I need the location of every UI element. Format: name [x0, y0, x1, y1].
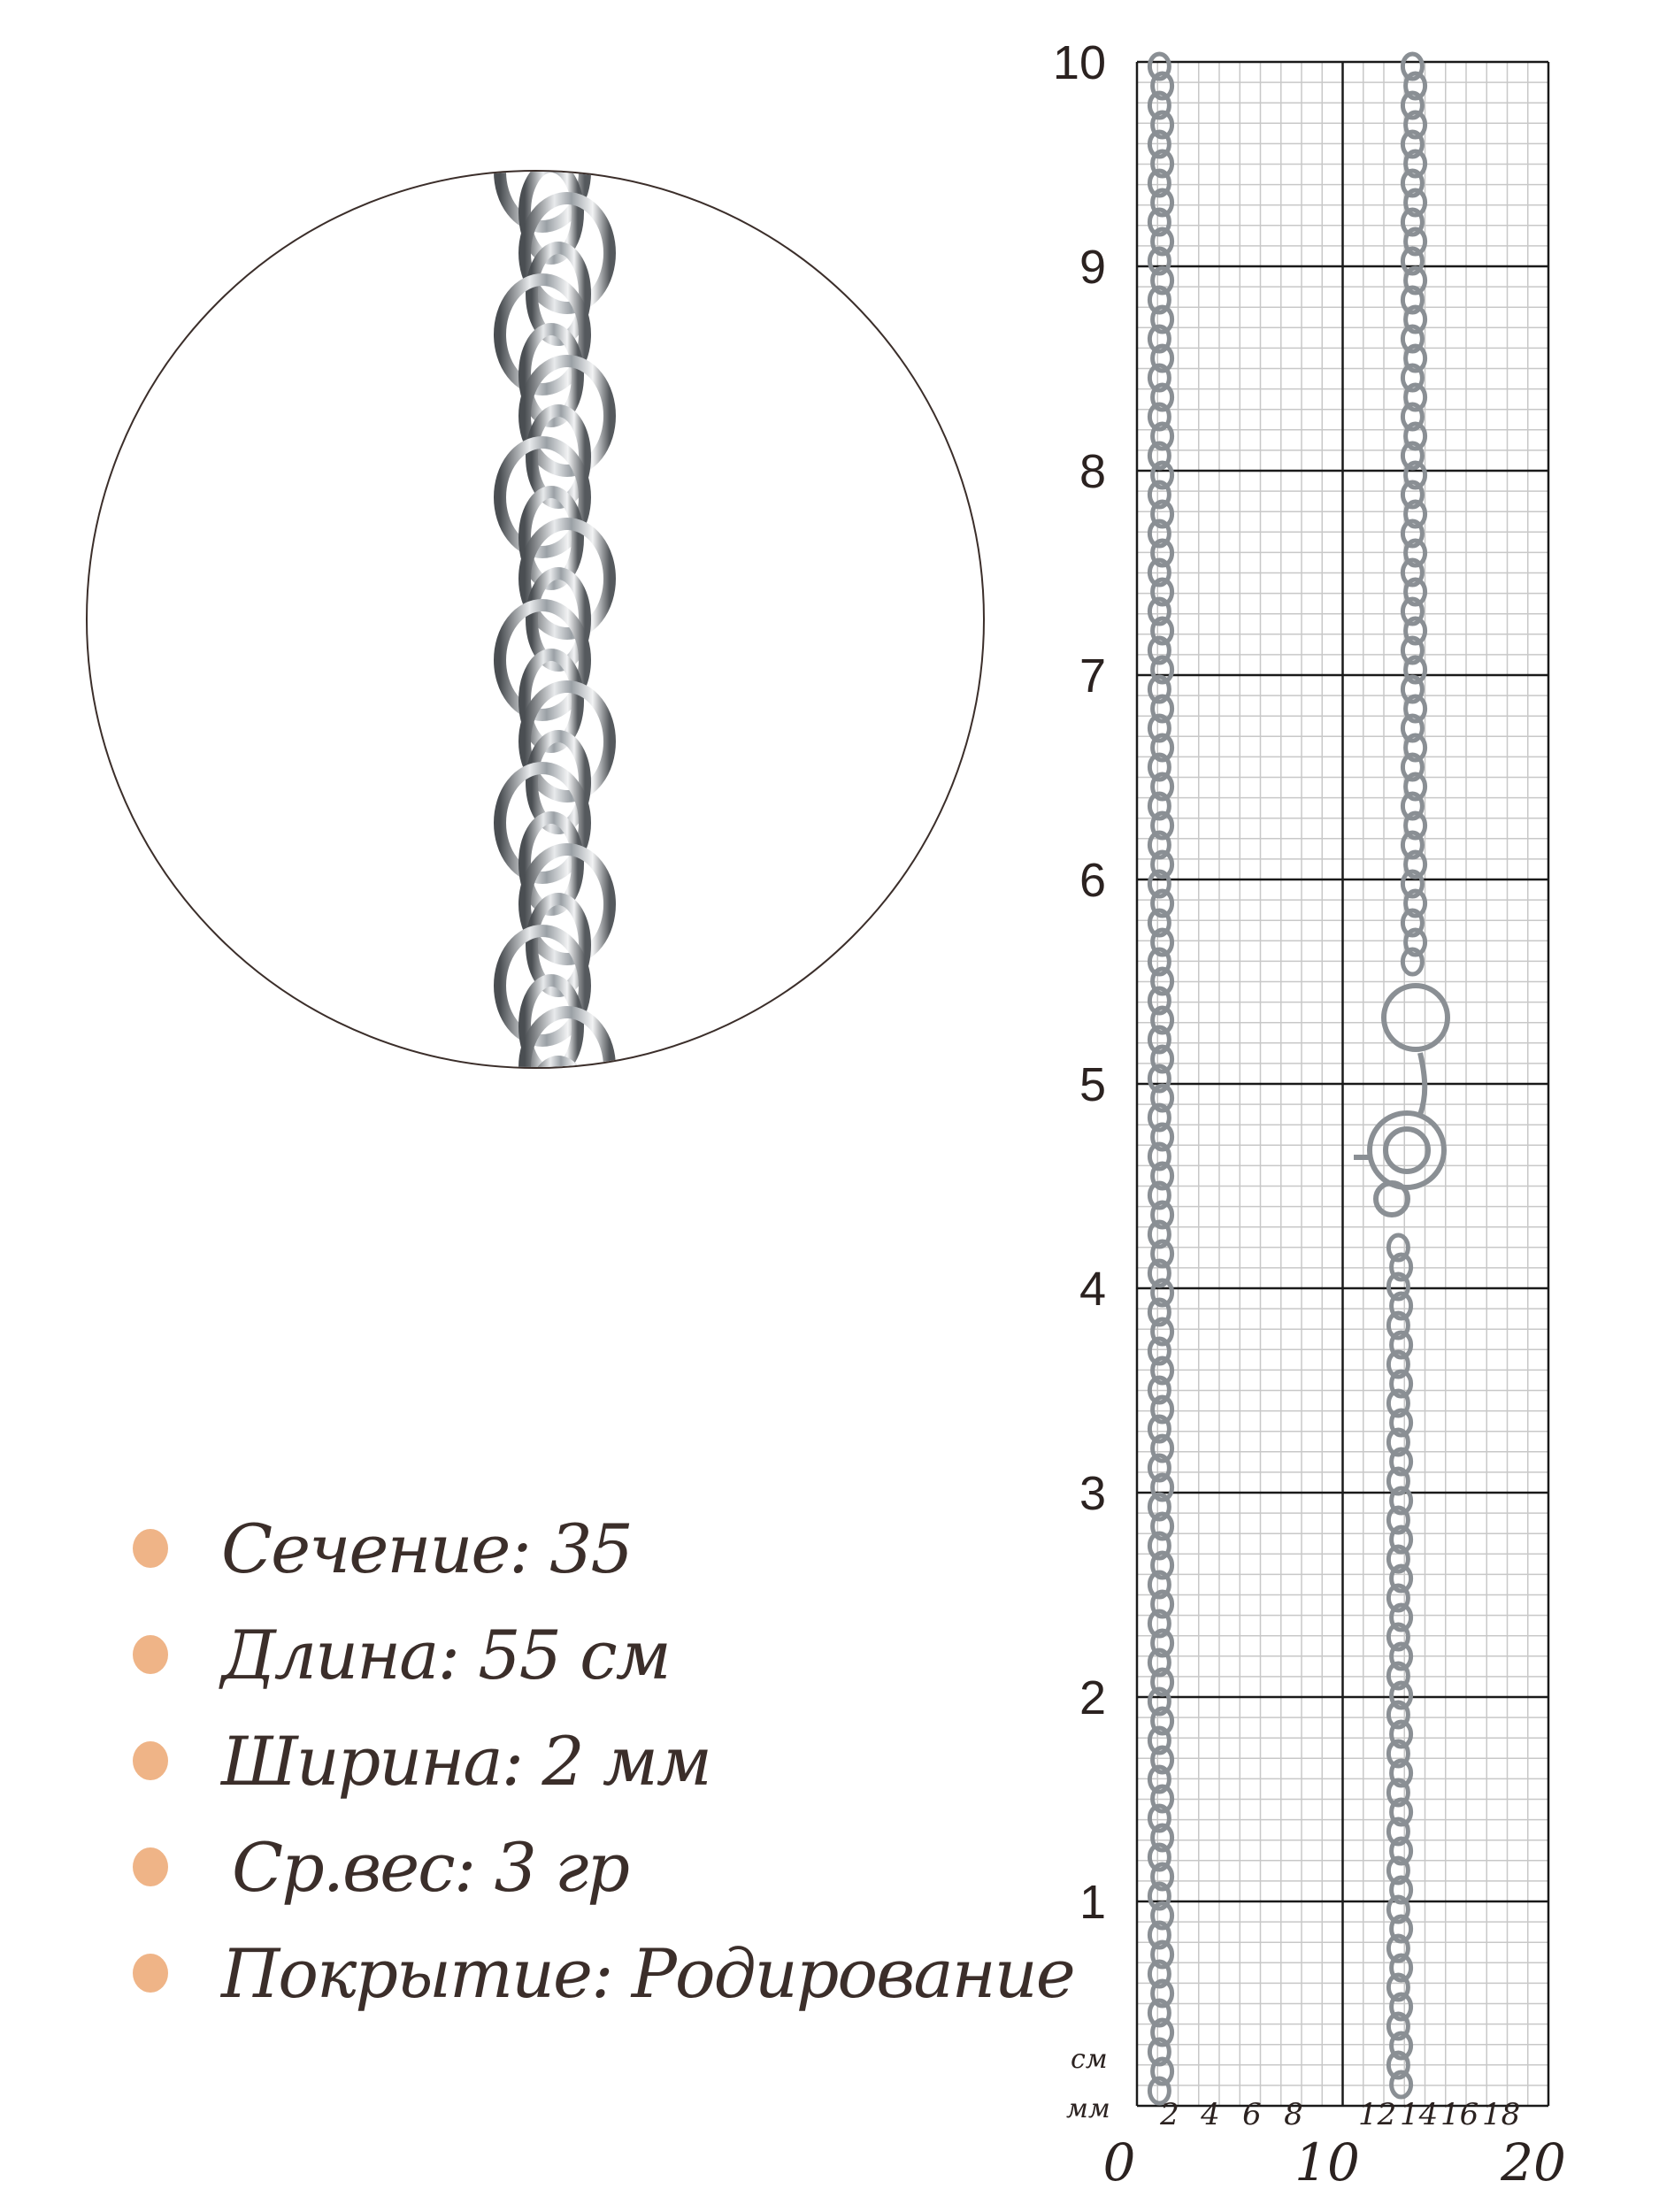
cm-tick-label: 8 [1079, 445, 1106, 498]
bullet-dot [133, 1954, 168, 1993]
mm-tick-label: 12 [1358, 2097, 1397, 2132]
cm-tick-label: 1 [1079, 1876, 1106, 1929]
mm-tick-label: 14 [1400, 2097, 1439, 2132]
spec-section [133, 1495, 1062, 1601]
bullet-dot [133, 1635, 168, 1674]
spec-length [133, 1601, 1062, 1708]
spec-coating [133, 1920, 1074, 2026]
specs-list [133, 1495, 1074, 2026]
bullet-dot [133, 1847, 168, 1886]
cm-tick-label: 5 [1079, 1058, 1106, 1111]
bullet-dot [133, 1741, 168, 1780]
cm-tick-label: 7 [1079, 649, 1106, 703]
clasp-icon [1354, 986, 1448, 1215]
cm-tick-label: 3 [1079, 1467, 1106, 1520]
spec-weight-label: Ср.вес: 3 гр [232, 1827, 629, 1907]
spec-section-label: Сечение: 35 [221, 1509, 632, 1588]
cm-unit-label: см [1071, 2044, 1108, 2075]
spec-coating-label: Покрытие: Родирование [221, 1933, 1074, 2013]
mm-unit-label: мм [1066, 2093, 1110, 2124]
chain-strand-right [1388, 54, 1425, 2097]
mm-major-label: 20 [1501, 2132, 1566, 2193]
cm-tick-label: 4 [1079, 1263, 1106, 1316]
mm-major-label: 10 [1294, 2132, 1360, 2193]
measurement-ruler [1018, 35, 1601, 2212]
chain-strand-left [1149, 54, 1171, 2103]
mm-major-label: 0 [1102, 2132, 1136, 2193]
cm-tick-label: 6 [1079, 854, 1106, 907]
mm-tick-label: 8 [1284, 2097, 1303, 2132]
cm-tick-label: 10 [1052, 36, 1106, 89]
chain-closeup-image [88, 172, 983, 1067]
mm-tick-label: 16 [1440, 2097, 1479, 2132]
cm-tick-label: 9 [1079, 241, 1106, 294]
spec-weight [133, 1814, 1062, 1920]
bullet-dot [133, 1529, 168, 1568]
spec-width-label: Ширина: 2 мм [221, 1721, 710, 1801]
mm-tick-label: 18 [1482, 2097, 1521, 2132]
mm-tick-label: 4 [1201, 2097, 1220, 2132]
spec-width [133, 1708, 1062, 1814]
chain-zoom-circle [86, 170, 985, 1069]
mm-tick-label: 2 [1160, 2097, 1179, 2132]
mm-tick-label: 6 [1242, 2097, 1262, 2132]
cm-tick-label: 2 [1079, 1671, 1106, 1724]
spec-length-label: Длина: 55 см [221, 1615, 670, 1694]
